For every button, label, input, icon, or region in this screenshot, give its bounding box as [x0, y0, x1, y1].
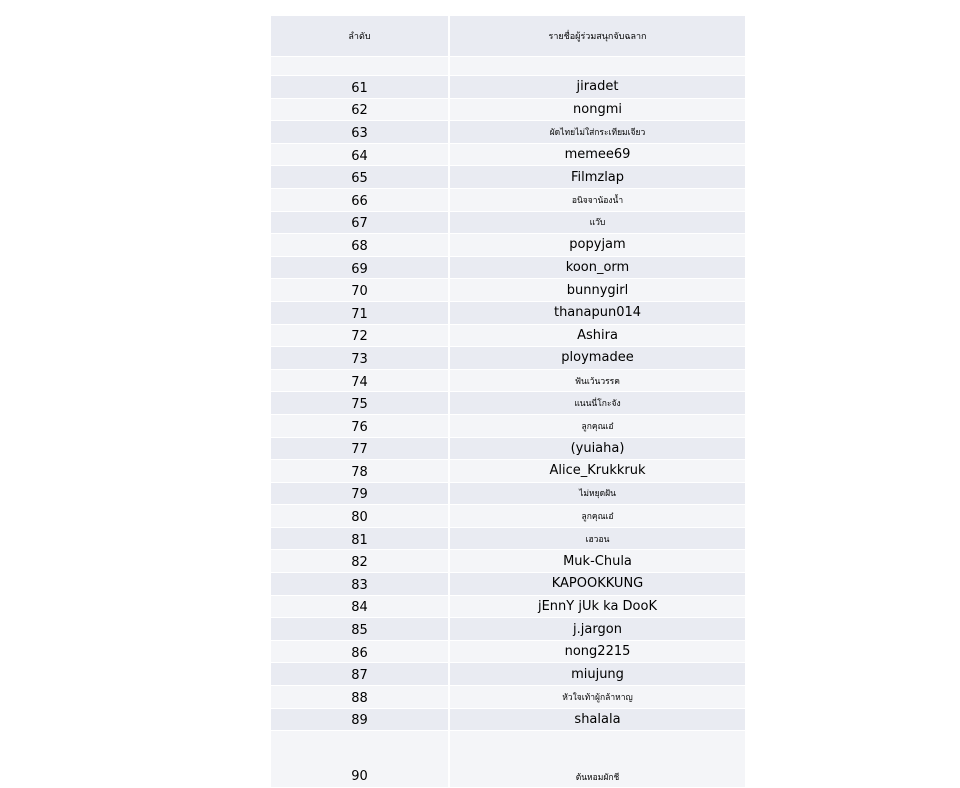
rank-number: 86	[271, 640, 449, 663]
participant-name: memee69	[449, 143, 745, 166]
participant-name: แว๊บ	[449, 211, 745, 234]
participant-name: ไม่หยุดฝัน	[449, 482, 745, 505]
participant-name: (yuiaha)	[449, 437, 745, 460]
participant-name: Muk-Chula	[449, 550, 745, 573]
participant-name: KAPOOKKUNG	[449, 573, 745, 596]
blank-cell	[449, 57, 745, 76]
participant-name: ฟันเว้นวรรค	[449, 369, 745, 392]
header-rank: ลำดับ	[271, 16, 449, 57]
table-row	[271, 392, 745, 415]
rank-number: 77	[271, 437, 449, 460]
rank-number: 76	[271, 414, 449, 437]
participant-name: jEnnY jUk ka DooK	[449, 595, 745, 618]
rank-number: 64	[271, 143, 449, 166]
table-row	[271, 188, 745, 211]
table-row	[271, 98, 745, 121]
participant-name: miujung	[449, 663, 745, 686]
participant-name: popyjam	[449, 234, 745, 257]
header-row	[271, 16, 745, 57]
table-row	[271, 211, 745, 234]
participant-name: แนนนี่โกะจัง	[449, 392, 745, 415]
rank-number: 70	[271, 279, 449, 302]
table-row	[271, 256, 745, 279]
table-row	[271, 731, 745, 788]
participant-name: อนิจจาน้องน้ำ	[449, 188, 745, 211]
rank-number: 73	[271, 347, 449, 370]
table-row	[271, 369, 745, 392]
rank-number: 84	[271, 595, 449, 618]
rank-number: 90	[271, 731, 449, 788]
table-row	[271, 527, 745, 550]
participant-name: เฮวอน	[449, 527, 745, 550]
participant-table	[271, 16, 745, 788]
participant-name: jiradet	[449, 76, 745, 99]
rank-number: 75	[271, 392, 449, 415]
rank-number: 88	[271, 686, 449, 709]
table-row	[271, 550, 745, 573]
table-row	[271, 618, 745, 641]
participant-name: thanapun014	[449, 301, 745, 324]
rank-number: 69	[271, 256, 449, 279]
participant-name: koon_orm	[449, 256, 745, 279]
table-row	[271, 347, 745, 370]
table-row	[271, 482, 745, 505]
table-row	[271, 234, 745, 257]
rank-number: 82	[271, 550, 449, 573]
table-row	[271, 573, 745, 596]
table-row	[271, 686, 745, 709]
rank-number: 68	[271, 234, 449, 257]
participant-name: Ashira	[449, 324, 745, 347]
table-row	[271, 414, 745, 437]
participant-name: ploymadee	[449, 347, 745, 370]
rank-number: 63	[271, 121, 449, 144]
participant-name: หัวใจเท้าผู้กล้าหาญ	[449, 686, 745, 709]
participant-name: ผัดไทยไม่ใส่กระเทียมเจียว	[449, 121, 745, 144]
rank-number: 66	[271, 188, 449, 211]
header-participant-names: รายชื่อผู้ร่วมสนุกจับฉลาก	[449, 16, 745, 57]
rank-number: 83	[271, 573, 449, 596]
participant-name: nong2215	[449, 640, 745, 663]
participant-name: ต้นหอมผักชี	[449, 731, 745, 788]
participant-name: bunnygirl	[449, 279, 745, 302]
table-row	[271, 166, 745, 189]
rank-number: 85	[271, 618, 449, 641]
rank-number: 74	[271, 369, 449, 392]
table-row	[271, 708, 745, 731]
table-row	[271, 595, 745, 618]
rank-number: 89	[271, 708, 449, 731]
rank-number: 79	[271, 482, 449, 505]
participant-name: shalala	[449, 708, 745, 731]
table-row	[271, 121, 745, 144]
rank-number: 61	[271, 76, 449, 99]
participant-name: Alice_Krukkruk	[449, 460, 745, 483]
table-row	[271, 143, 745, 166]
table-row	[271, 505, 745, 528]
table-row	[271, 437, 745, 460]
participant-name: nongmi	[449, 98, 745, 121]
rank-number: 78	[271, 460, 449, 483]
blank-row	[271, 57, 745, 76]
participant-name: Filmzlap	[449, 166, 745, 189]
table-row	[271, 76, 745, 99]
rank-number: 62	[271, 98, 449, 121]
rank-number: 87	[271, 663, 449, 686]
participant-name: j.jargon	[449, 618, 745, 641]
blank-cell	[271, 57, 449, 76]
table-row	[271, 324, 745, 347]
table-row	[271, 279, 745, 302]
participant-table-body	[271, 16, 745, 788]
table-row	[271, 460, 745, 483]
rank-number: 67	[271, 211, 449, 234]
rank-number: 71	[271, 301, 449, 324]
rank-number: 81	[271, 527, 449, 550]
rank-number: 80	[271, 505, 449, 528]
rank-number: 72	[271, 324, 449, 347]
table-row	[271, 663, 745, 686]
rank-number: 65	[271, 166, 449, 189]
table-row	[271, 640, 745, 663]
participant-name: ลูกคุณเอ๋	[449, 505, 745, 528]
table-row	[271, 301, 745, 324]
participant-name: ลูกคุณเอ๋	[449, 414, 745, 437]
